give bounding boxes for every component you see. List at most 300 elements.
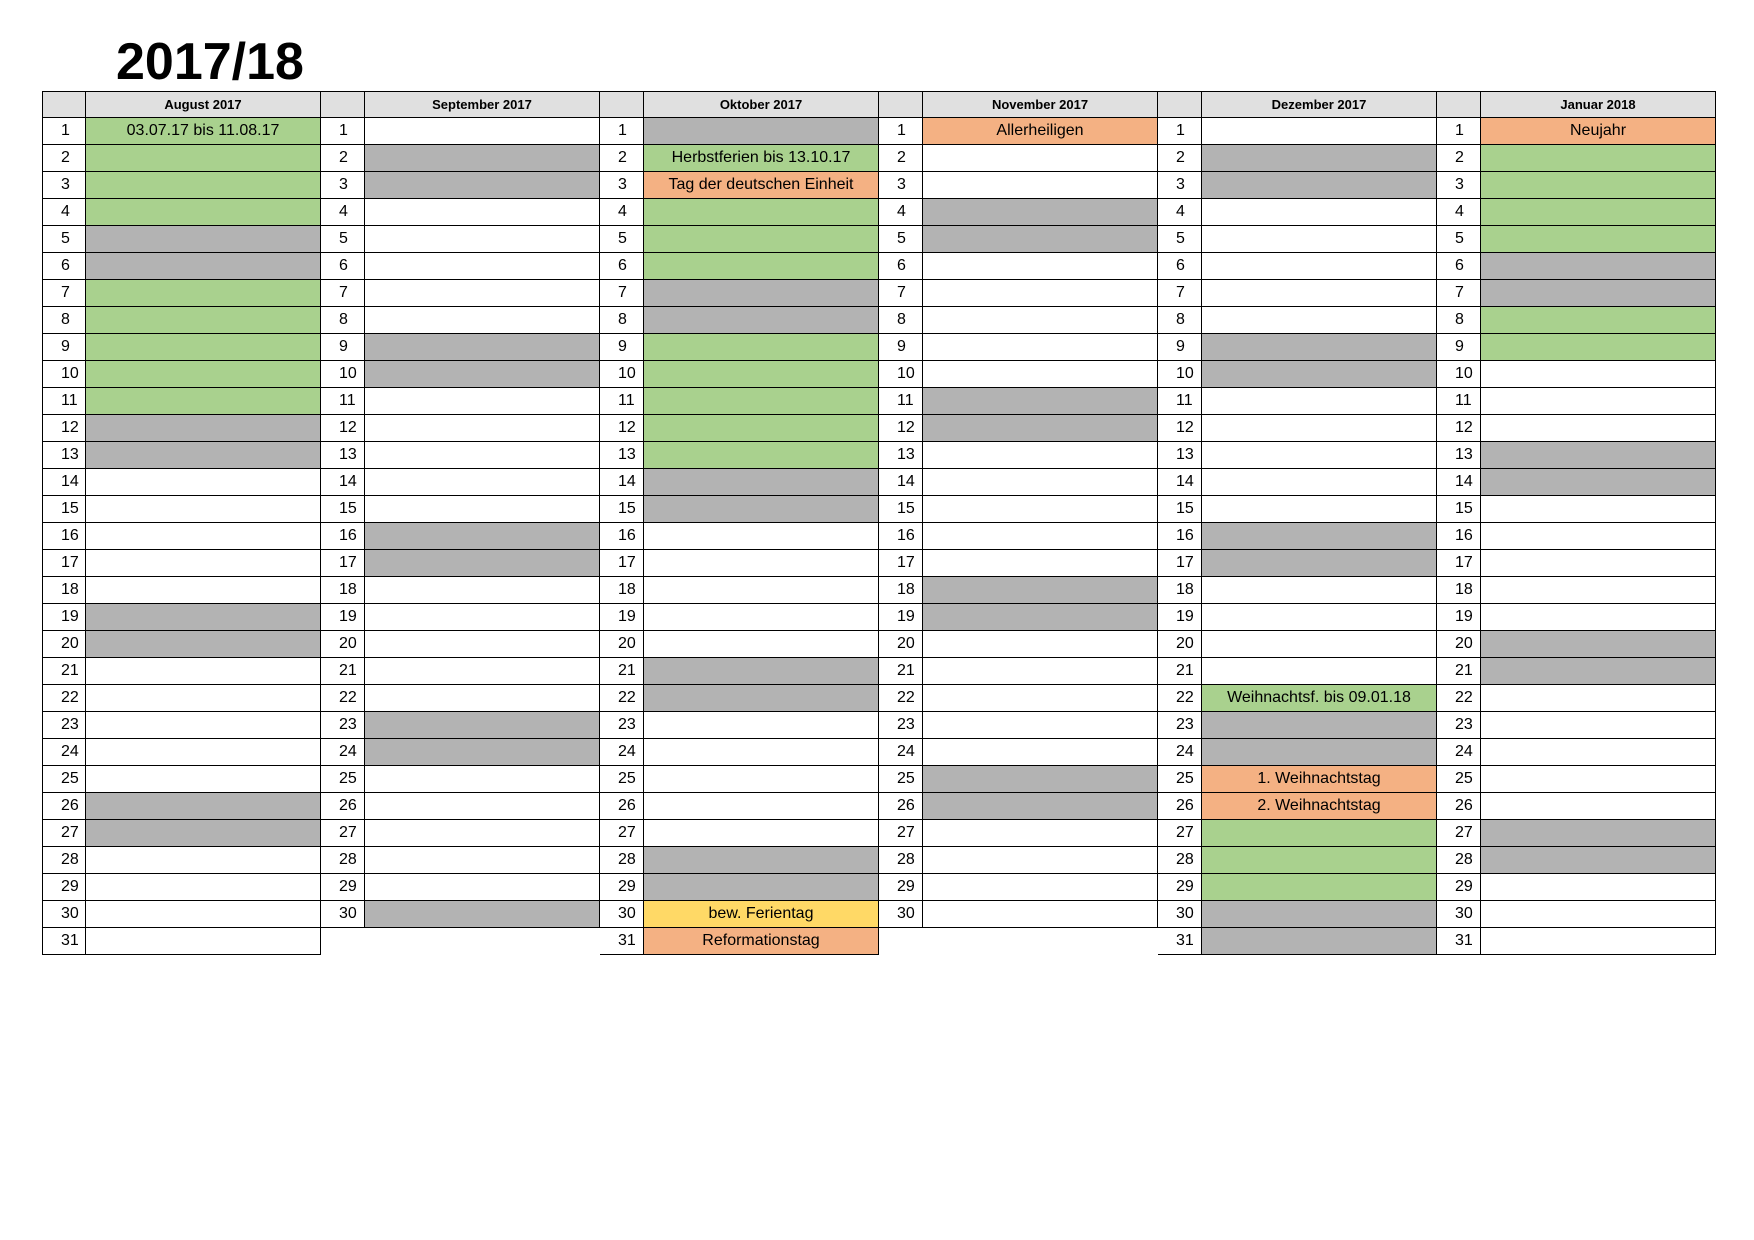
day-entry (365, 334, 600, 361)
day-row (42, 199, 321, 226)
day-entry (1202, 874, 1437, 901)
day-number: 28 (1158, 847, 1202, 874)
day-number: 3 (1158, 172, 1202, 199)
day-number: 17 (600, 550, 644, 577)
day-row (600, 334, 879, 361)
day-row (600, 739, 879, 766)
day-row (879, 469, 1158, 496)
school-year-calendar (42, 91, 1716, 955)
day-entry: Weihnachtsf. bis 09.01.18 (1202, 685, 1437, 712)
day-row (1437, 307, 1716, 334)
day-row (600, 793, 879, 820)
day-row (879, 226, 1158, 253)
day-entry (86, 847, 321, 874)
day-number: 14 (1158, 469, 1202, 496)
day-row (1437, 253, 1716, 280)
day-number: 15 (879, 496, 923, 523)
day-number: 22 (1437, 685, 1481, 712)
day-number: 21 (42, 658, 86, 685)
month-header-row (321, 91, 600, 118)
day-entry (1481, 145, 1716, 172)
day-number: 29 (1437, 874, 1481, 901)
day-number: 22 (42, 685, 86, 712)
day-row (1437, 658, 1716, 685)
day-row (321, 793, 600, 820)
day-row (1437, 361, 1716, 388)
month-name: Dezember 2017 (1202, 92, 1437, 118)
day-entry (86, 307, 321, 334)
day-entry (86, 523, 321, 550)
day-entry (644, 550, 879, 577)
day-number: 25 (42, 766, 86, 793)
day-row (42, 307, 321, 334)
day-row (321, 712, 600, 739)
day-entry (644, 766, 879, 793)
day-row (1158, 361, 1437, 388)
day-number: 4 (1437, 199, 1481, 226)
day-number: 8 (600, 307, 644, 334)
day-entry (86, 820, 321, 847)
day-number: 12 (321, 415, 365, 442)
day-row (42, 658, 321, 685)
day-entry (923, 550, 1158, 577)
day-entry (1202, 199, 1437, 226)
day-number: 13 (1158, 442, 1202, 469)
day-number: 11 (600, 388, 644, 415)
day-row (321, 145, 600, 172)
day-number: 1 (600, 118, 644, 145)
day-row (1158, 766, 1437, 793)
day-entry (86, 172, 321, 199)
day-entry (923, 604, 1158, 631)
day-number: 20 (600, 631, 644, 658)
day-entry (644, 739, 879, 766)
day-number: 19 (600, 604, 644, 631)
day-number: 3 (879, 172, 923, 199)
day-row (1158, 631, 1437, 658)
day-number: 11 (1158, 388, 1202, 415)
day-number: 3 (321, 172, 365, 199)
day-row (879, 658, 1158, 685)
day-number: 22 (600, 685, 644, 712)
day-number: 3 (1437, 172, 1481, 199)
day-entry (923, 712, 1158, 739)
day-number: 18 (1158, 577, 1202, 604)
day-number: 21 (600, 658, 644, 685)
day-entry (365, 766, 600, 793)
day-number: 30 (600, 901, 644, 928)
day-entry (365, 199, 600, 226)
day-entry (86, 793, 321, 820)
day-row (1437, 496, 1716, 523)
day-number: 27 (321, 820, 365, 847)
day-number: 8 (1158, 307, 1202, 334)
day-entry (923, 199, 1158, 226)
day-entry: Neujahr (1481, 118, 1716, 145)
day-row (321, 820, 600, 847)
day-entry: Allerheiligen (923, 118, 1158, 145)
day-number: 15 (1158, 496, 1202, 523)
day-number: 12 (1437, 415, 1481, 442)
day-row (1437, 550, 1716, 577)
day-row (1158, 604, 1437, 631)
day-row (321, 199, 600, 226)
day-row (42, 442, 321, 469)
month-header-row (1437, 91, 1716, 118)
day-number: 16 (879, 523, 923, 550)
day-row (1437, 739, 1716, 766)
day-entry (1202, 118, 1437, 145)
day-number: 16 (321, 523, 365, 550)
day-entry (644, 577, 879, 604)
day-number: 14 (879, 469, 923, 496)
day-entry (365, 307, 600, 334)
day-entry (923, 361, 1158, 388)
day-number: 5 (1437, 226, 1481, 253)
day-number: 30 (1437, 901, 1481, 928)
day-entry (365, 685, 600, 712)
day-number: 1 (42, 118, 86, 145)
day-entry (365, 577, 600, 604)
day-number: 26 (600, 793, 644, 820)
day-number: 24 (321, 739, 365, 766)
day-entry (644, 199, 879, 226)
day-entry (1481, 496, 1716, 523)
day-number: 11 (879, 388, 923, 415)
day-entry (365, 388, 600, 415)
day-entry (644, 847, 879, 874)
day-number: 25 (879, 766, 923, 793)
day-row (1158, 334, 1437, 361)
day-entry (365, 172, 600, 199)
month-header-row (42, 91, 321, 118)
day-number: 14 (321, 469, 365, 496)
day-entry (923, 766, 1158, 793)
day-entry (1481, 199, 1716, 226)
day-row (600, 442, 879, 469)
day-number: 15 (1437, 496, 1481, 523)
day-row (42, 685, 321, 712)
day-number: 24 (879, 739, 923, 766)
day-entry (86, 496, 321, 523)
day-entry: Reformationstag (644, 928, 879, 955)
day-number: 14 (600, 469, 644, 496)
day-row (600, 712, 879, 739)
day-entry (644, 712, 879, 739)
day-entry (1202, 739, 1437, 766)
day-row (321, 739, 600, 766)
day-entry (86, 415, 321, 442)
day-row (1437, 415, 1716, 442)
day-row (1437, 604, 1716, 631)
day-number: 12 (879, 415, 923, 442)
day-entry (1481, 361, 1716, 388)
day-entry (365, 118, 600, 145)
day-number: 17 (1158, 550, 1202, 577)
day-entry (644, 361, 879, 388)
day-entry (1481, 820, 1716, 847)
day-row (600, 226, 879, 253)
day-entry (1202, 226, 1437, 253)
day-entry (1202, 712, 1437, 739)
day-entry (1202, 469, 1437, 496)
day-number: 7 (879, 280, 923, 307)
day-row (1437, 145, 1716, 172)
day-row (1158, 496, 1437, 523)
day-row (1437, 874, 1716, 901)
day-row (321, 280, 600, 307)
day-entry (1202, 820, 1437, 847)
day-entry (86, 388, 321, 415)
day-number: 22 (1158, 685, 1202, 712)
day-row (600, 658, 879, 685)
day-row (600, 469, 879, 496)
day-number: 2 (1158, 145, 1202, 172)
day-row (1437, 712, 1716, 739)
day-row (600, 388, 879, 415)
day-row (42, 523, 321, 550)
day-number: 18 (321, 577, 365, 604)
day-entry (644, 226, 879, 253)
day-entry (1202, 172, 1437, 199)
day-row (879, 442, 1158, 469)
day-entry (644, 280, 879, 307)
day-entry (365, 253, 600, 280)
day-number: 21 (879, 658, 923, 685)
day-number: 8 (879, 307, 923, 334)
day-row (321, 577, 600, 604)
day-row (321, 685, 600, 712)
day-number: 24 (1437, 739, 1481, 766)
day-number: 9 (879, 334, 923, 361)
day-entry (1202, 577, 1437, 604)
day-entry (365, 820, 600, 847)
day-number: 15 (42, 496, 86, 523)
day-row (1158, 253, 1437, 280)
day-row (600, 604, 879, 631)
day-row (321, 523, 600, 550)
day-row (600, 685, 879, 712)
day-row (1158, 172, 1437, 199)
day-row (600, 820, 879, 847)
day-row (1158, 874, 1437, 901)
day-header-cell (1437, 92, 1481, 118)
day-entry (86, 631, 321, 658)
day-entry (1202, 334, 1437, 361)
day-row (321, 766, 600, 793)
day-entry (644, 496, 879, 523)
day-entry (644, 874, 879, 901)
day-entry (923, 415, 1158, 442)
day-number: 28 (1437, 847, 1481, 874)
day-number: 13 (600, 442, 644, 469)
day-row (879, 874, 1158, 901)
day-number: 8 (42, 307, 86, 334)
day-entry (365, 145, 600, 172)
day-number: 5 (879, 226, 923, 253)
day-entry (1202, 415, 1437, 442)
day-entry (86, 712, 321, 739)
day-row (321, 442, 600, 469)
day-number: 2 (1437, 145, 1481, 172)
day-entry (86, 361, 321, 388)
day-number: 23 (879, 712, 923, 739)
day-row (1437, 226, 1716, 253)
day-number: 9 (600, 334, 644, 361)
day-number: 8 (321, 307, 365, 334)
day-number: 17 (321, 550, 365, 577)
day-row (879, 118, 1158, 145)
day-entry (365, 631, 600, 658)
day-number: 5 (600, 226, 644, 253)
day-row (1437, 685, 1716, 712)
day-row (1437, 577, 1716, 604)
day-row (42, 226, 321, 253)
day-entry (86, 253, 321, 280)
day-row (321, 604, 600, 631)
day-number: 11 (321, 388, 365, 415)
day-entry (923, 253, 1158, 280)
day-number: 23 (1158, 712, 1202, 739)
day-entry (923, 847, 1158, 874)
day-row (600, 199, 879, 226)
day-entry (365, 793, 600, 820)
day-row (1158, 469, 1437, 496)
day-number: 2 (879, 145, 923, 172)
day-row (1158, 307, 1437, 334)
day-number: 3 (600, 172, 644, 199)
day-row (321, 550, 600, 577)
day-number: 25 (321, 766, 365, 793)
day-entry (1202, 631, 1437, 658)
day-row (600, 766, 879, 793)
day-row (1158, 712, 1437, 739)
day-number: 1 (321, 118, 365, 145)
day-entry (1202, 253, 1437, 280)
day-entry (365, 901, 600, 928)
day-row (321, 253, 600, 280)
day-entry (1202, 361, 1437, 388)
day-row (321, 901, 600, 928)
day-number: 27 (600, 820, 644, 847)
day-number: 4 (1158, 199, 1202, 226)
day-number: 26 (321, 793, 365, 820)
day-number: 26 (879, 793, 923, 820)
day-entry (365, 442, 600, 469)
day-number: 19 (1437, 604, 1481, 631)
day-entry (1481, 766, 1716, 793)
day-row (600, 523, 879, 550)
day-row (1158, 226, 1437, 253)
day-entry (365, 523, 600, 550)
day-number: 25 (600, 766, 644, 793)
day-number: 31 (42, 928, 86, 955)
day-number: 7 (321, 280, 365, 307)
day-row (42, 496, 321, 523)
day-number: 30 (1158, 901, 1202, 928)
day-row (321, 226, 600, 253)
day-row (879, 388, 1158, 415)
day-row (42, 793, 321, 820)
day-number: 27 (1437, 820, 1481, 847)
month-header-row (1158, 91, 1437, 118)
month-name: September 2017 (365, 92, 600, 118)
day-number: 2 (321, 145, 365, 172)
day-number: 24 (42, 739, 86, 766)
day-entry (1481, 739, 1716, 766)
day-number: 29 (42, 874, 86, 901)
day-entry (86, 199, 321, 226)
day-entry (644, 604, 879, 631)
day-row (1437, 928, 1716, 955)
day-number: 17 (42, 550, 86, 577)
day-entry (923, 820, 1158, 847)
day-row (879, 496, 1158, 523)
day-number: 7 (1158, 280, 1202, 307)
day-number: 29 (600, 874, 644, 901)
day-row (321, 496, 600, 523)
day-header-cell (1158, 92, 1202, 118)
day-number: 13 (321, 442, 365, 469)
day-number: 27 (1158, 820, 1202, 847)
day-number: 12 (42, 415, 86, 442)
month-column (1437, 91, 1716, 955)
day-entry (1481, 280, 1716, 307)
day-entry (365, 550, 600, 577)
day-row (321, 307, 600, 334)
day-row (600, 631, 879, 658)
day-row (600, 550, 879, 577)
day-row (321, 469, 600, 496)
day-header-cell (600, 92, 644, 118)
day-row (42, 361, 321, 388)
day-row (42, 712, 321, 739)
day-number: 28 (42, 847, 86, 874)
day-number: 7 (42, 280, 86, 307)
day-number: 12 (600, 415, 644, 442)
day-entry (644, 685, 879, 712)
day-entry (1481, 388, 1716, 415)
day-number: 15 (321, 496, 365, 523)
day-row (321, 388, 600, 415)
day-entry (923, 496, 1158, 523)
day-number: 16 (1437, 523, 1481, 550)
day-entry (86, 280, 321, 307)
day-row (879, 631, 1158, 658)
day-number: 4 (321, 199, 365, 226)
day-number: 2 (600, 145, 644, 172)
day-row (1158, 577, 1437, 604)
day-entry (1481, 415, 1716, 442)
day-entry (644, 523, 879, 550)
day-number: 11 (1437, 388, 1481, 415)
day-entry (1481, 577, 1716, 604)
day-number: 5 (42, 226, 86, 253)
day-entry (644, 469, 879, 496)
day-entry (644, 118, 879, 145)
day-entry (1202, 280, 1437, 307)
day-row (600, 280, 879, 307)
day-entry (644, 388, 879, 415)
day-header-cell (321, 92, 365, 118)
day-row (1158, 415, 1437, 442)
day-number: 31 (1158, 928, 1202, 955)
day-number: 23 (1437, 712, 1481, 739)
month-header-row (879, 91, 1158, 118)
day-row (879, 766, 1158, 793)
day-number: 29 (1158, 874, 1202, 901)
day-number: 1 (1158, 118, 1202, 145)
